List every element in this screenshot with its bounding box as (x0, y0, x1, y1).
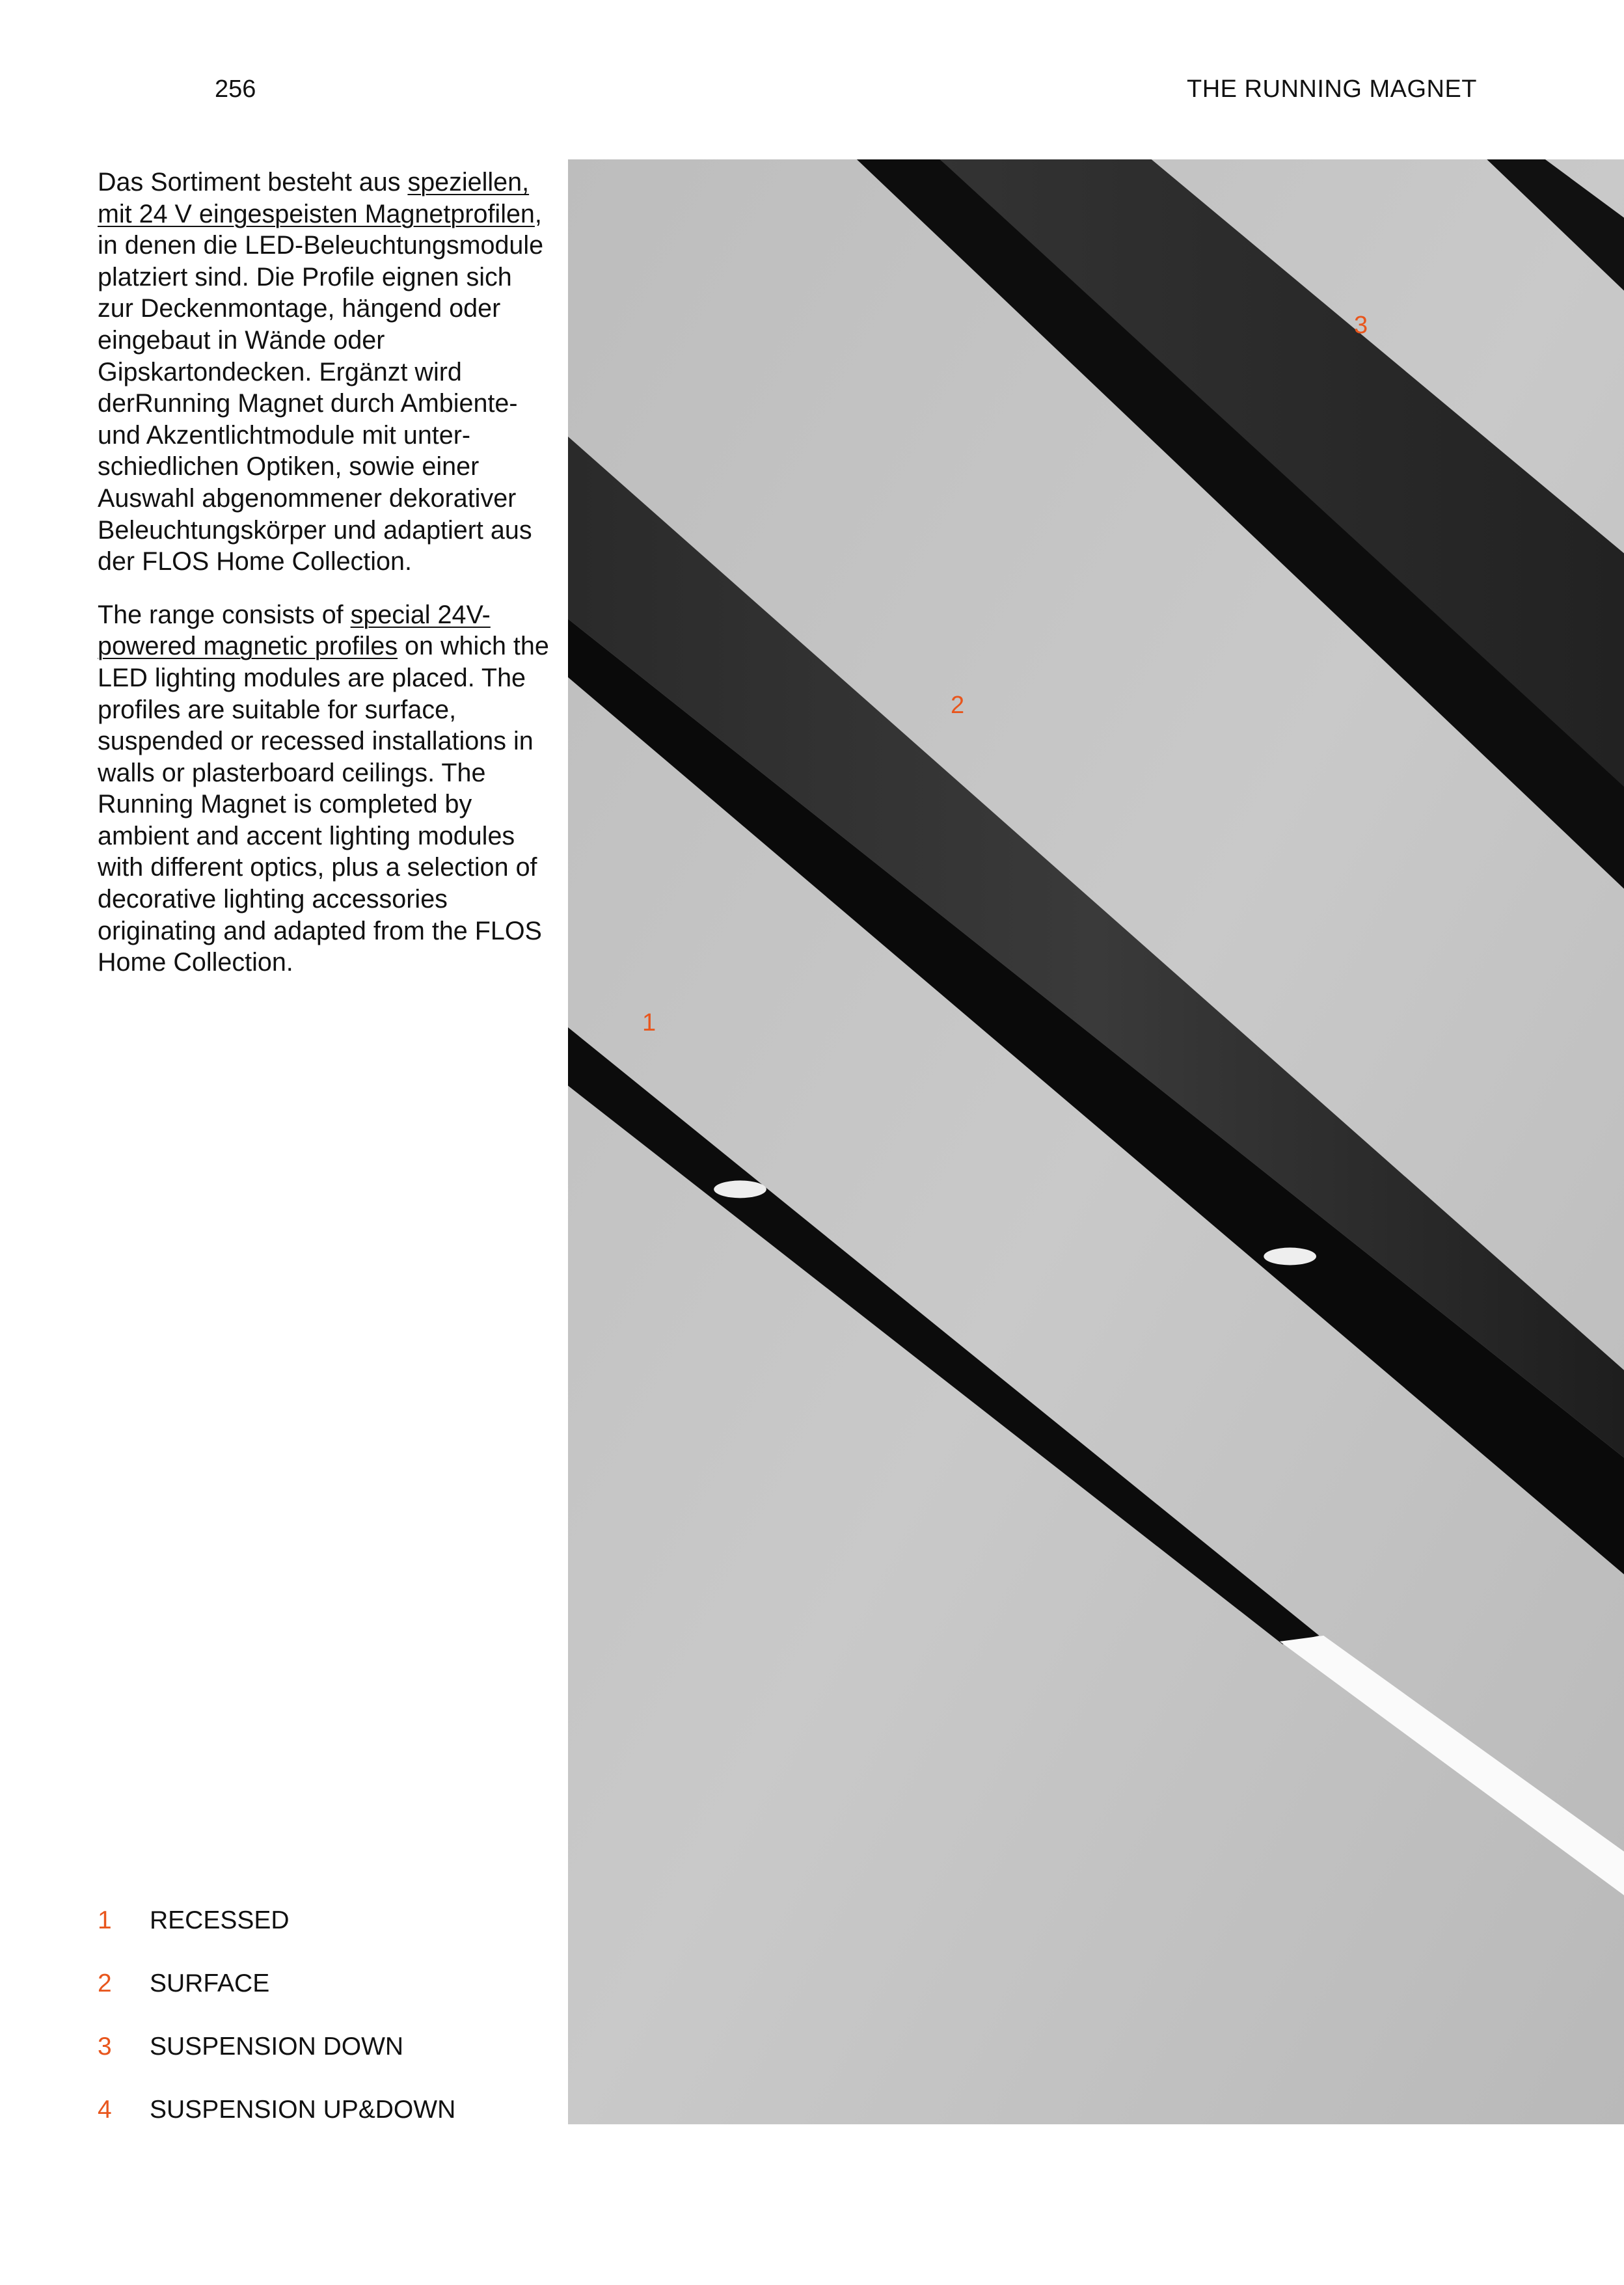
spotlight-2 (1264, 1248, 1316, 1265)
body-text (98, 167, 553, 1000)
text: , in denen die LED-Beleuchtungsmodule platziert sind. Die Profile eignen sich zur Deckenmontage, hängend oder eingebaut in Wände oder Gipskartondecken. Ergänzt wird derRunning Magnet durch Ambiente- und Akzentlichtmodule mit unter-schiedlichen Optiken, sowie einer Auswahl abgenommener dekorativer Beleuchtungskörper und adaptiert aus der FLOS Home Collection. (98, 199, 544, 576)
mounting-legend (98, 1906, 455, 2159)
ceiling-profiles-illustration (568, 159, 1624, 2124)
callout-3: 3 (1354, 312, 1368, 339)
page-number: 256 (215, 75, 256, 103)
legend-label: SUSPENSION UP&DOWN (150, 2096, 456, 2124)
link-magnetprofile[interactable]: speziellen, mit 24 V eingespeisten Magnetprofilen (98, 168, 535, 228)
legend-item (98, 1969, 455, 2033)
legend-label: SUSPENSION DOWN (150, 2033, 404, 2061)
legend-label: RECESSED (150, 1906, 290, 1934)
product-photo (568, 159, 1624, 2124)
legend-item (98, 1906, 455, 1969)
callout-1: 1 (642, 1009, 656, 1036)
legend-number: 3 (98, 2033, 112, 2061)
legend-number: 2 (98, 1969, 112, 1997)
text: The range consists of (98, 600, 351, 629)
paragraph-german (98, 167, 553, 578)
legend-item (98, 2033, 455, 2096)
legend-label: SURFACE (150, 1969, 270, 1997)
paragraph-english (98, 599, 553, 979)
text: on which the LED lighting modules are placed. The profiles are suitable for surface, suspended or recessed installations in walls or plasterboard ceilings. The Running Magnet is completed by ambient and accent lighting modules with different optics, plus a selection of decorative lighting accessories originating and adapted from the FLOS Home Collection. (98, 632, 549, 977)
running-title: THE RUNNING MAGNET (1187, 75, 1477, 103)
legend-item (98, 2096, 455, 2159)
callout-2: 2 (951, 692, 965, 719)
legend-number: 1 (98, 1906, 112, 1934)
spotlight-1 (714, 1180, 766, 1198)
text: Das Sortiment besteht aus (98, 168, 408, 196)
legend-number: 4 (98, 2096, 112, 2124)
link-magnetic-profiles[interactable]: special 24V-powered magnetic profiles (98, 600, 491, 661)
